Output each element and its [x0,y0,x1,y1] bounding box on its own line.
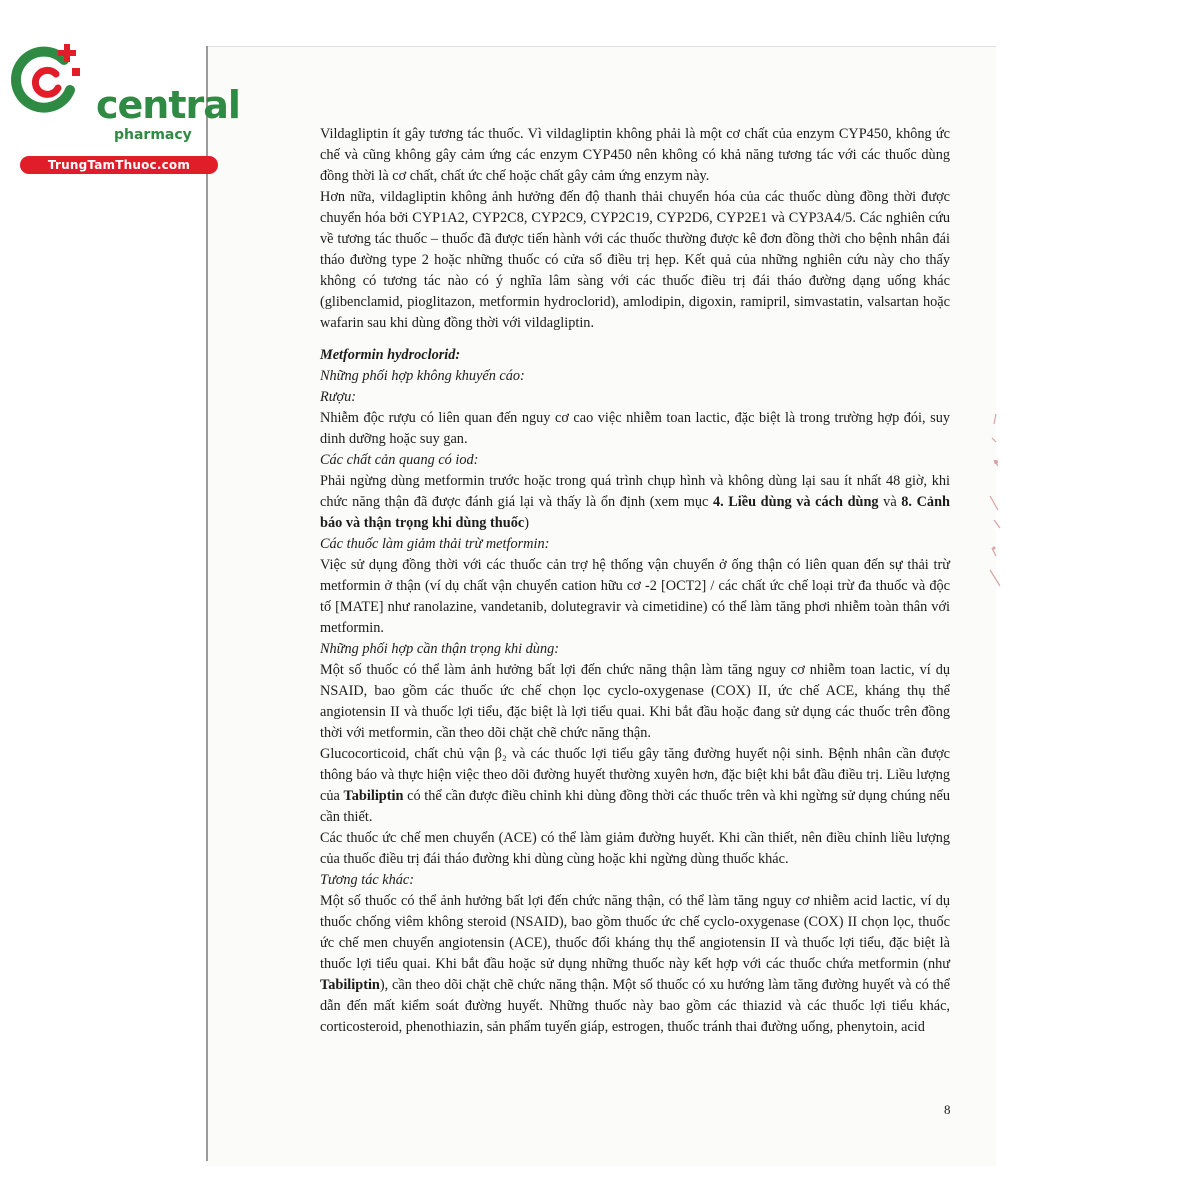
logo-brand-text: central [96,83,240,127]
subheading-not-recommended: Những phối hợp không khuyến cáo: [320,368,525,384]
paragraph-reduce-elimination: Việc sử dụng đồng thời với các thuốc cản trợ hệ thống vận chuyển ở ống thận có liên quan đến sự thải trừ metformin ở thận (ví dụ chất vận chuyển cation hữu cơ -2 [OCT2] / các chất ức chế loại trừ đa thuốc và độc tố [MATE] như ranolazine, vandetanib, dolutegravir và cimetidine) có thể làm tăng phơi nhiễm toàn thân với metformin. [320,557,950,636]
page-top-edge [206,46,996,47]
paragraph-alcohol: Nhiễm độc rượu có liên quan đến nguy cơ cao việc nhiễm toan lactic, đặc biệt là trong trường hợp đói, suy dinh dưỡng hoặc suy gan. [320,410,950,447]
paragraph-vildagliptin-1: Vildagliptin ít gây tương tác thuốc. Vì vildagliptin không phải là một cơ chất của enzym CYP450, không ức chế và cũng không gây cảm ứng các enzym CYP450 nên không có khả năng tương tác với các thuốc dùng đồng thời là cơ chất, chất ức chế hoặc chất gây cảm ứng enzym này. [320,126,950,184]
paragraph-caution-3: Các thuốc ức chế men chuyển (ACE) có thể làm giảm đường huyết. Khi cần thiết, nên điều chỉnh liều lượng của thuốc điều trị đái tháo đường khi dùng cùng hoặc khi ngừng dùng thuốc khác. [320,830,950,867]
logo-banner: TrungTamThuoc.com [20,156,218,174]
logo-mark-icon [8,38,88,118]
page-left-edge [206,46,208,1161]
subheading-caution: Những phối hợp cần thận trọng khi dùng: [320,641,560,657]
paragraph-vildagliptin-2: Hơn nữa, vildagliptin không ảnh hưởng đến độ thanh thải chuyển hóa của các thuốc dùng đồng thời được chuyển hóa bởi CYP1A2, CYP2C8, CYP2C9, CYP2C19, CYP2D6, CYP2E1 và CYP3A4/5. Các nghiên cứu về tương tác thuốc – thuốc đã được tiến hành với các thuốc thường được kê đơn đồng thời cho bệnh nhân đái tháo đường type 2 hoặc những thuốc có cửa sổ điều trị hẹp. Kết quả của những nghiên cứu này cho thấy không có tương tác nào có ý nghĩa lâm sàng với các thuốc điều trị đái tháo đường dạng uống khác (glibenclamid, pioglitazon, metformin hydroclorid), amlodipin, digoxin, ramipril, simvastatin, valsartan hoặc wafarin sau khi dùng đồng thời với vildagliptin. [320,189,950,331]
central-pharmacy-logo [8,38,240,172]
paragraph-other-interactions: Một số thuốc có thể ảnh hưởng bất lợi đến chức năng thận, có thể làm tăng nguy cơ nhiễm acid lactic, ví dụ thuốc chống viêm không steroid (NSAID), bao gồm thuốc ức chế cyclo-oxygenase (COX) II chọn lọc, thuốc ức chế men chuyển angiotensin (ACE), thuốc đối kháng thụ thể angiotensin II và thuốc lợi tiểu, đặc biệt là thuốc lợi tiểu quai. Khi bắt đầu hoặc sử dụng những thuốc này kết hợp với các thuốc chứa metformin (như Tabiliptin), cần theo dõi chặt chẽ chức năng thận. Một số thuốc có xu hướng làm tăng đường huyết và có thể dẫn đến mất kiểm soát đường huyết. Những thuốc này bao gồm các thiazid và các thuốc lợi tiểu khác, corticosteroid, phenothiazin, sản phẩm tuyến giáp, estrogen, thuốc tránh thai đường uống, phenytoin, acid [320,893,950,1035]
subheading-contrast: Các chất cản quang có iod: [320,452,479,468]
paragraph-caution-1: Một số thuốc có thể làm ảnh hưởng bất lợi đến chức năng thận làm tăng nguy cơ nhiễm toan lactic, ví dụ NSAID, bao gồm các thuốc ức chế chọn lọc cyclo-oxygenase (COX) II, ức chế ACE, kháng thụ thể angiotensin II và thuốc lợi tiểu, đặc biệt là lợi tiểu quai. Khi bắt đầu hoặc đang sử dụng các thuốc trên đồng thời với metformin, cần theo dõi chặt chẽ chức năng thận. [320,662,950,741]
document-body [320,124,950,1038]
margin-stamp-marks [984,410,1008,590]
logo-sub-text: pharmacy [114,127,192,143]
subheading-reduce-elimination: Các thuốc làm giảm thải trừ metformin: [320,536,550,552]
subheading-alcohol: Rượu: [320,389,357,405]
page-number: 8 [944,1102,951,1117]
heading-metformin: Metformin hydroclorid: [320,347,461,363]
subheading-other-interactions: Tương tác khác: [320,872,415,888]
paragraph-caution-2: Glucocorticoid, chất chủ vận β₂ và các thuốc lợi tiểu gây tăng đường huyết nội sinh. Bệnh nhân cần được thông báo và thực hiện việc theo dõi đường huyết thường xuyên hơn, đặc biệt khi bắt đầu điều trị. Liều lượng của Tabiliptin có thể cần được điều chỉnh khi dùng đồng thời các thuốc trên và khi ngừng sử dụng chúng nếu cần thiết. [320,746,950,825]
paragraph-contrast: Phải ngừng dùng metformin trước hoặc trong quá trình chụp hình và không dùng lại sau ít nhất 48 giờ, khi chức năng thận đã được đánh giá lại và thấy là ổn định (xem mục 4. Liều dùng và cách dùng và 8. Cảnh báo và thận trọng khi dùng thuốc) [320,473,950,531]
